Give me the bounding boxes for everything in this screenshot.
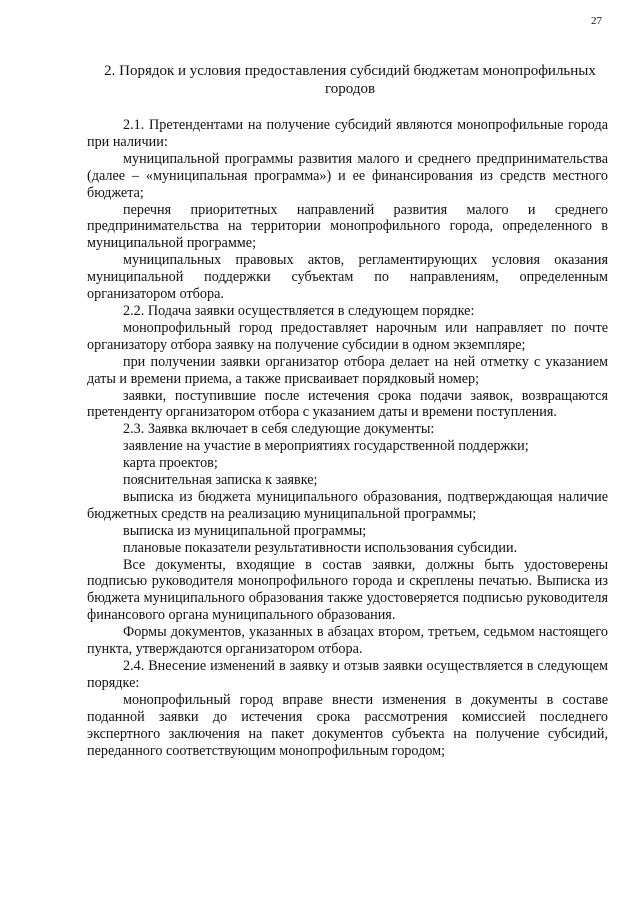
paragraph: пояснительная записка к заявке;: [123, 472, 318, 489]
paragraph: муниципальной программы развития малого и среднего предпринимательства (далее – «муниципальная программа») и ее финансирования из средств местного бюджета;: [87, 150, 608, 201]
paragraph: плановые показатели результативности использования субсидии.: [123, 539, 518, 556]
paragraph: перечня приоритетных направлений развития малого и среднего предпринимательства на территории монопрофильного города, определенного в муниципальной программе;: [87, 201, 608, 252]
paragraph: заявление на участие в мероприятиях государственной поддержки;: [123, 438, 529, 455]
paragraph: Все документы, входящие в состав заявки, должны быть удостоверены подписью руководителя монопрофильного города и скреплены печатью. Выписка из бюджета муниципального образования также удостоверяется подписью руководителя финансового органа муниципального образования.: [87, 556, 608, 624]
paragraph: муниципальных правовых актов, регламентирующих условия оказания муниципальной поддержки субъектам по направлениям, определенным организатором отбора.: [87, 252, 608, 303]
paragraph: монопрофильный город предоставляет нарочным или направляет по почте организатору отбора заявку на получение субсидии в одном экземпляре;: [87, 319, 608, 353]
page-number: 27: [591, 15, 602, 27]
paragraph: 2.1. Претендентами на получение субсидий являются монопрофильные города при наличии:: [87, 117, 608, 150]
paragraph: монопрофильный город вправе внести изменения в документы в составе поданной заявки до истечения срока рассмотрения комиссией последнего экспертного заключения на пакет документов субъекта на получение субсидий, переданного соответствующим монопрофильным городом;: [87, 691, 608, 759]
paragraph: 2.2. Подача заявки осуществляется в следующем порядке:: [123, 302, 475, 319]
paragraph: выписка из муниципальной программы;: [123, 522, 367, 539]
paragraph: при получении заявки организатор отбора делает на ней отметку с указанием даты и времени приема, а также присваивает порядковый номер;: [87, 353, 608, 387]
paragraph: карта проектов;: [123, 455, 218, 472]
paragraph: 2.4. Внесение изменений в заявку и отзыв заявки осуществляется в следующем порядке:: [87, 658, 608, 691]
paragraph: выписка из бюджета муниципального образования, подтверждающая наличие бюджетных средств на реализацию муниципальной программы;: [87, 488, 608, 522]
paragraph: заявки, поступившие после истечения срока подачи заявок, возвращаются претенденту организатором отбора с указанием даты и времени поступления.: [87, 387, 608, 421]
paragraph: Формы документов, указанных в абзацах втором, третьем, седьмом настоящего пункта, утверждаются организатором отбора.: [87, 624, 608, 658]
document-body: [87, 117, 608, 759]
paragraph: 2.3. Заявка включает в себя следующие документы:: [123, 421, 435, 438]
section-heading: 2. Порядок и условия предоставления субсидий бюджетам монопрофильных городов: [104, 63, 596, 97]
